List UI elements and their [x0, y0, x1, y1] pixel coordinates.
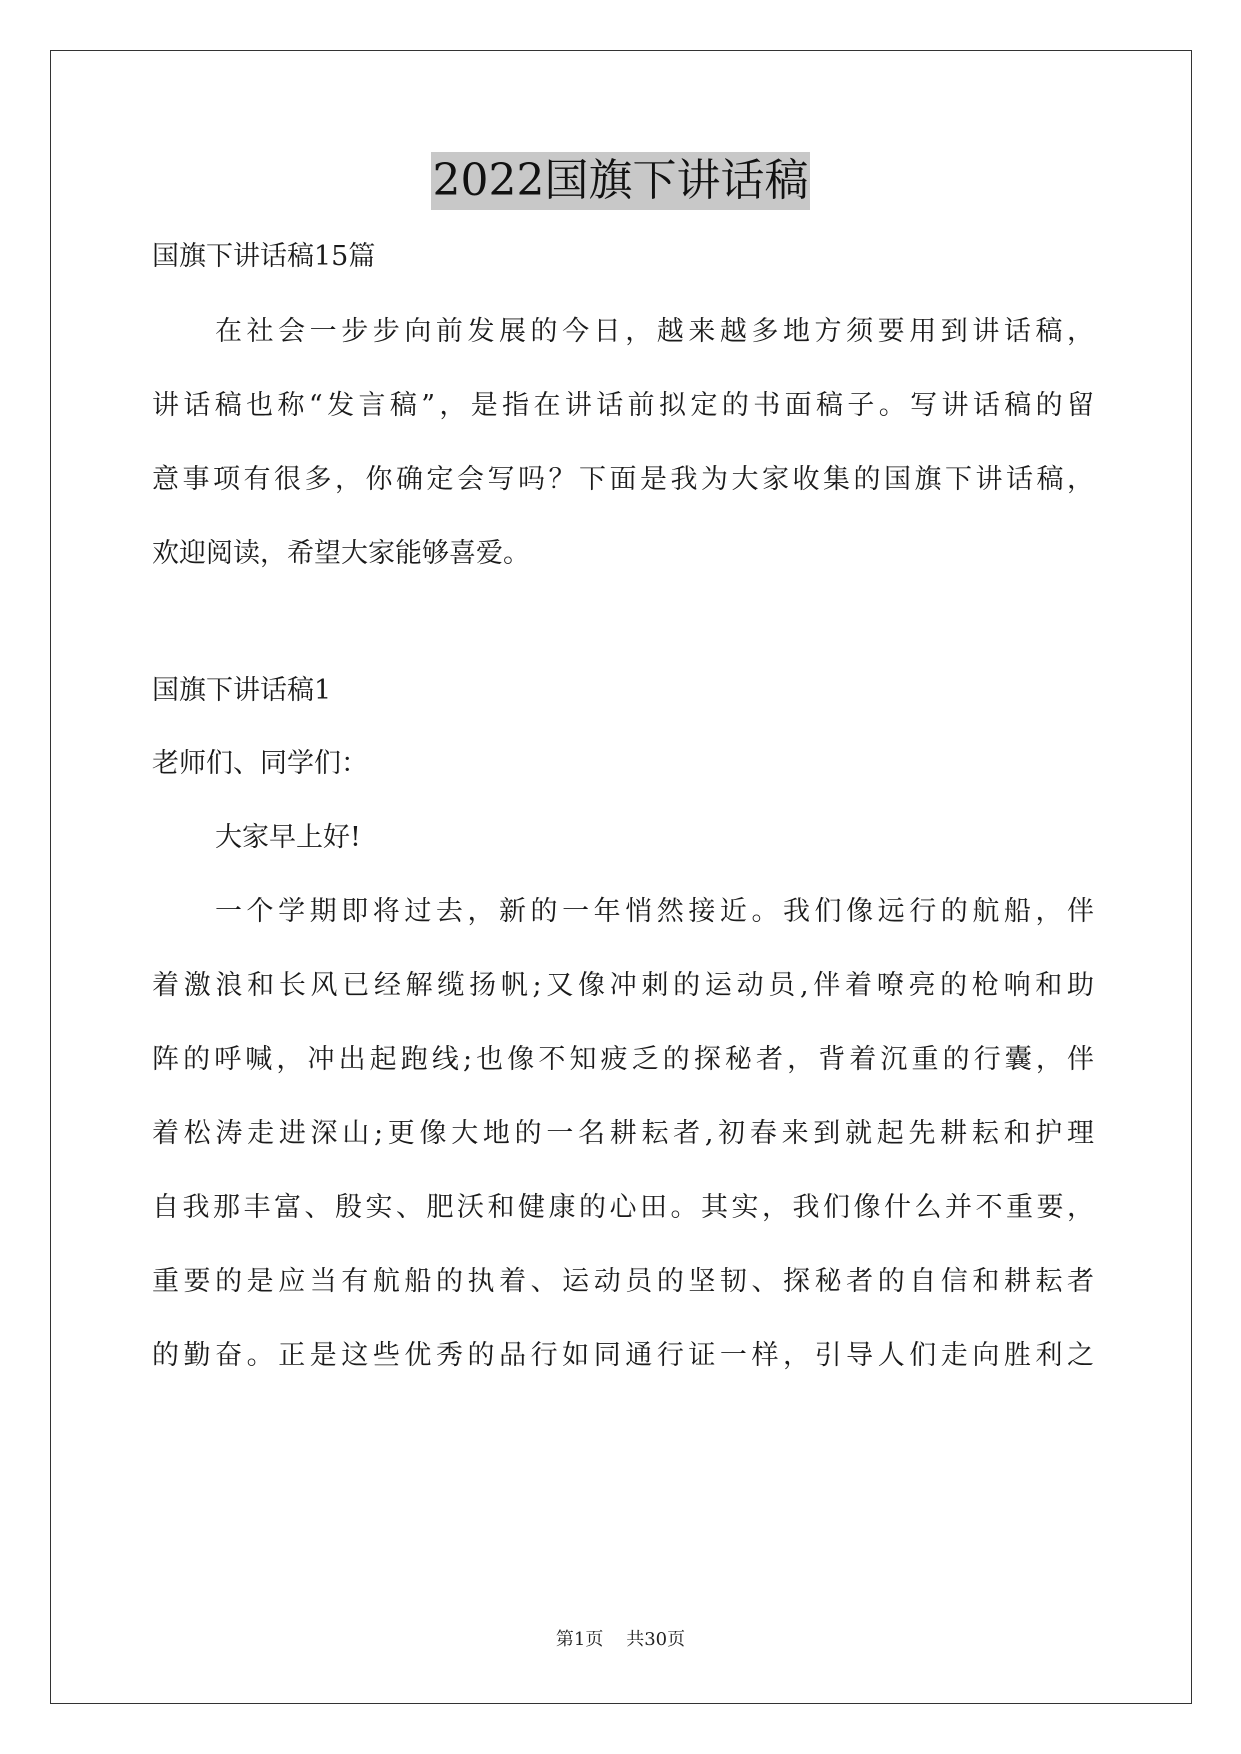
intro-line: 讲话稿也称“发言稿”，是指在讲话前拟定的书面稿子。写讲话稿的留	[152, 390, 1094, 421]
intro-line: 在社会一步步向前发展的今日，越来越多地方须要用到讲话稿，	[215, 316, 1094, 347]
body-line: 阵的呼喊，冲出起跑线;也像不知疲乏的探秘者，背着沉重的行囊，伴	[152, 1044, 1094, 1075]
body-line: 的勤奋。正是这些优秀的品行如同通行证一样，引导人们走向胜利之	[152, 1340, 1094, 1371]
body-line: 重要的是应当有航船的执着、运动员的坚韧、探秘者的自信和耕耘者	[152, 1266, 1094, 1297]
document-title: 2022国旗下讲话稿	[431, 152, 811, 210]
title-wrap	[0, 152, 1241, 210]
body-line: 一个学期即将过去，新的一年悄然接近。我们像远行的航船，伴	[215, 896, 1094, 927]
greeting: 大家早上好!	[215, 822, 361, 853]
intro-line: 意事项有很多，你确定会写吗？下面是我为大家收集的国旗下讲话稿，	[152, 464, 1094, 495]
body-line: 自我那丰富、殷实、肥沃和健康的心田。其实，我们像什么并不重要，	[152, 1192, 1094, 1223]
page-footer: 第1页 共30页	[555, 1629, 686, 1650]
salutation: 老师们、同学们：	[152, 748, 368, 779]
document-subtitle: 国旗下讲话稿15篇	[152, 241, 376, 272]
body-line: 着松涛走进深山;更像大地的一名耕耘者,初春来到就起先耕耘和护理	[152, 1118, 1094, 1149]
page-border	[50, 50, 1192, 1704]
body-line: 着激浪和长风已经解缆扬帆;又像冲刺的运动员,伴着嘹亮的枪响和助	[152, 970, 1094, 1001]
section-title: 国旗下讲话稿1	[152, 675, 332, 706]
intro-line: 欢迎阅读，希望大家能够喜爱。	[152, 538, 530, 569]
